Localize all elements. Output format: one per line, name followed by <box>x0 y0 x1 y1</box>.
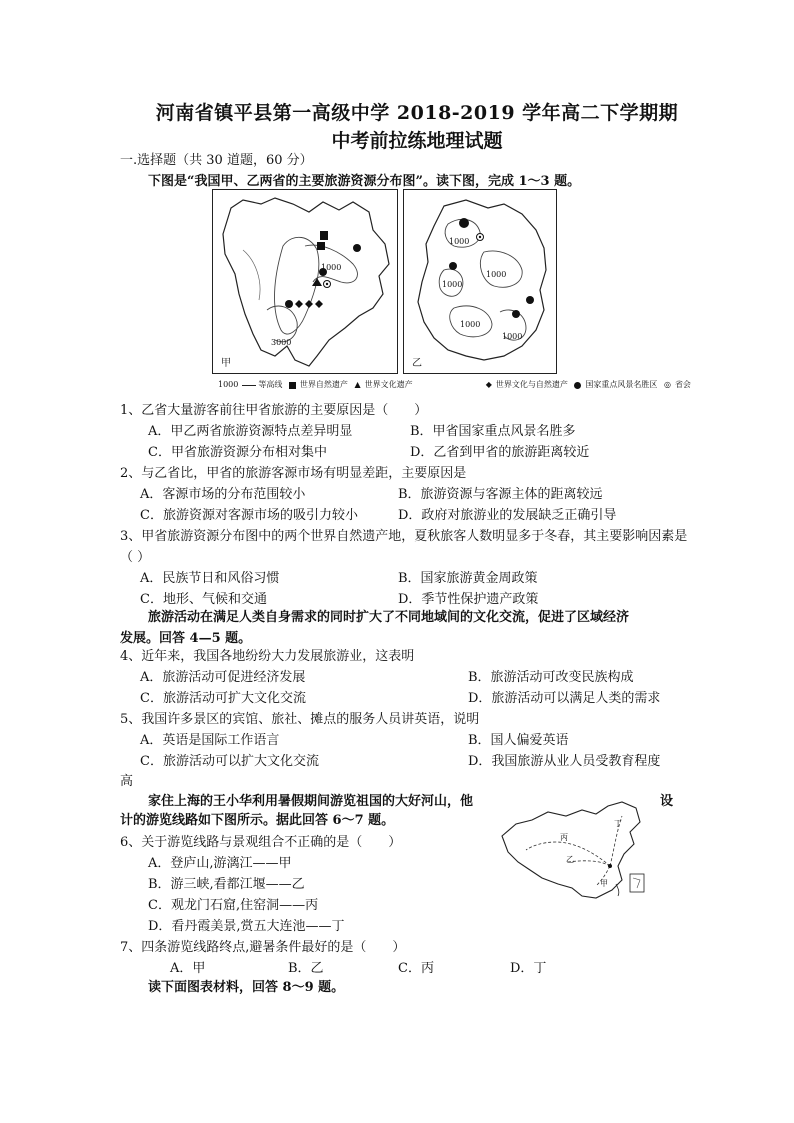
heritage-culture-marker <box>317 242 325 250</box>
q2-stem: 2、与乙省比，甲省的旅游客源市场有明显差距，主要原因是 <box>120 466 467 481</box>
scenic-marker <box>285 300 293 308</box>
q2-option-d: D．政府对旅游业的发展缺乏正确引导 <box>398 508 617 523</box>
scenic-marker <box>353 244 361 252</box>
q1-option-a: A．甲乙两省旅游资源特点差异明显 <box>148 424 353 439</box>
title-line-1: 河南省镇平县第一高级中学 2018-2019 学年高二下学期期 <box>155 102 679 124</box>
q3-option-d: D．季节性保护遗产政策 <box>398 592 539 607</box>
scenic-marker <box>512 310 520 318</box>
shanghai-marker <box>608 864 612 868</box>
province-yi-map <box>403 189 557 374</box>
q1-option-b: B．甲省国家重点风景名胜多 <box>410 424 576 439</box>
section-heading: 一.选择题（共 30 道题，60 分） <box>120 153 313 168</box>
contour-label: 3000 <box>271 338 292 347</box>
intro-q8-9: 读下面图表材料，回答 8～9 题。 <box>148 980 345 995</box>
intro-q4-5-line2: 发展。回答 4—5 题。 <box>120 631 252 646</box>
map-label-yi: 乙 <box>412 358 422 369</box>
q5-option-c: C．旅游活动可以扩大文化交流 <box>140 754 319 769</box>
q7-option-c: C．丙 <box>398 961 434 976</box>
q2-option-a: A．客源市场的分布范围较小 <box>140 487 306 502</box>
diamond-icon: ◆ <box>485 380 492 389</box>
legend-heritage-both: 世界文化与自然遗产 <box>495 380 568 389</box>
q3-option-a: A．民族节日和风俗习惯 <box>140 571 280 586</box>
q5-option-a: A．英语是国际工作语言 <box>140 733 280 748</box>
province-jia-map <box>212 189 398 374</box>
q4-option-a: A．旅游活动可促进经济发展 <box>140 670 306 685</box>
dot-icon <box>574 382 581 389</box>
q5-option-b: B．国人偏爱英语 <box>468 733 569 748</box>
q6-option-c: C．观龙门石窟,住窑洞——丙 <box>148 898 319 913</box>
legend-contour: 等高线 <box>258 380 283 389</box>
route-label-yi: 乙 <box>566 855 574 864</box>
q7-stem: 7、四条游览线路终点,避暑条件最好的是（ ） <box>120 940 406 955</box>
heritage-both-marker <box>295 300 303 308</box>
map-label-jia: 甲 <box>221 358 231 369</box>
q7-option-a: A．甲 <box>170 961 206 976</box>
scenic-marker <box>459 218 469 228</box>
square-icon <box>289 382 296 389</box>
south-sea-inset <box>630 874 644 892</box>
q7-option-d: D．丁 <box>510 961 547 976</box>
map-legend <box>218 379 695 390</box>
contour-label: 1000 <box>442 280 463 289</box>
triangle-icon: ▲ <box>354 380 361 389</box>
legend-capital: 省会 <box>674 380 691 389</box>
q5-option-d-cont: 高 <box>120 774 134 789</box>
q4-option-d: D．旅游活动可以满足人类的需求 <box>468 691 661 706</box>
capital-icon: ◎ <box>663 380 671 389</box>
province-jia-svg <box>213 190 397 373</box>
q6-option-d: D．看丹霞美景,赏五大连池——丁 <box>148 919 345 934</box>
q5-stem: 5、我国许多景区的宾馆、旅社、摊点的服务人员讲英语，说明 <box>120 712 480 727</box>
contour-label: 1000 <box>486 270 507 279</box>
contour-line-icon <box>242 385 256 386</box>
q6-stem: 6、关于游览线路与景观组合不正确的是（ ） <box>120 835 402 850</box>
q4-stem: 4、近年来，我国各地纷纷大力发展旅游业，这表明 <box>120 649 415 664</box>
q3-stem-cont: （ ） <box>120 550 151 565</box>
contour-label: 1000 <box>460 320 481 329</box>
q4-option-b: B．旅游活动可改变民族构成 <box>468 670 634 685</box>
q6-option-a: A．登庐山,游漓江——甲 <box>148 856 292 871</box>
q3-option-c: C．地形、气候和交通 <box>140 592 267 607</box>
heritage-both-marker <box>305 300 313 308</box>
heritage-both-marker <box>315 300 323 308</box>
legend-heritage-nature: 世界自然遗产 <box>299 380 348 389</box>
contour-label: 1000 <box>449 237 470 246</box>
q3-option-b: B．国家旅游黄金周政策 <box>398 571 538 586</box>
q2-option-b: B．旅游资源与客源主体的距离较远 <box>398 487 603 502</box>
intro-q6-7-line2: 计的游览线路如下图所示。据此回答 6～7 题。 <box>120 813 395 828</box>
q1-stem: 1、乙省大量游客前往甲省旅游的主要原因是（ ） <box>120 403 428 418</box>
scenic-marker <box>449 262 457 270</box>
q2-option-c: C．旅游资源对客源市场的吸引力较小 <box>140 508 358 523</box>
route-label-jia: 甲 <box>600 879 608 888</box>
contour-label: 1000 <box>502 332 523 341</box>
contour-label: 1000 <box>321 263 342 272</box>
q1-option-c: C．甲省旅游资源分布相对集中 <box>148 445 327 460</box>
legend-contour-value: 1000 <box>218 380 239 389</box>
q3-stem: 3、甲省旅游资源分布图中的两个世界自然遗产地，夏秋旅客人数明显多于冬春，其主要影响因素是 <box>120 529 688 544</box>
q5-option-d: D．我国旅游从业人员受教育程度 <box>468 754 661 769</box>
intro-q6-7-end: 设 <box>660 794 674 809</box>
route-label-ding: 丁 <box>614 819 622 828</box>
heritage-culture-marker <box>320 231 328 240</box>
china-route-map <box>496 800 658 910</box>
intro-q6-7-line1: 家住上海的王小华利用暑假期间游览祖国的大好河山，他 <box>148 794 474 809</box>
q6-option-b: B．游三峡,看都江堰——乙 <box>148 877 305 892</box>
route-label-bing: 丙 <box>560 833 568 842</box>
intro-q1-3: 下图是“我国甲、乙两省的主要旅游资源分布图”。读下图，完成 1～3 题。 <box>148 174 581 189</box>
scenic-marker <box>526 296 534 304</box>
legend-heritage-culture: 世界文化遗产 <box>364 380 413 389</box>
title-line-2: 中考前拉练地理试题 <box>331 130 503 152</box>
q7-option-b: B．乙 <box>288 961 324 976</box>
legend-scenic: 国家重点风景名胜区 <box>585 380 658 389</box>
intro-q4-5-line1: 旅游活动在满足人类自身需求的同时扩大了不同地域间的文化交流，促进了区域经济 <box>148 610 630 625</box>
q4-option-c: C．旅游活动可扩大文化交流 <box>140 691 306 706</box>
q1-option-d: D．乙省到甲省的旅游距离较近 <box>410 445 590 460</box>
province-yi-svg <box>404 190 556 373</box>
china-route-svg <box>496 800 658 910</box>
